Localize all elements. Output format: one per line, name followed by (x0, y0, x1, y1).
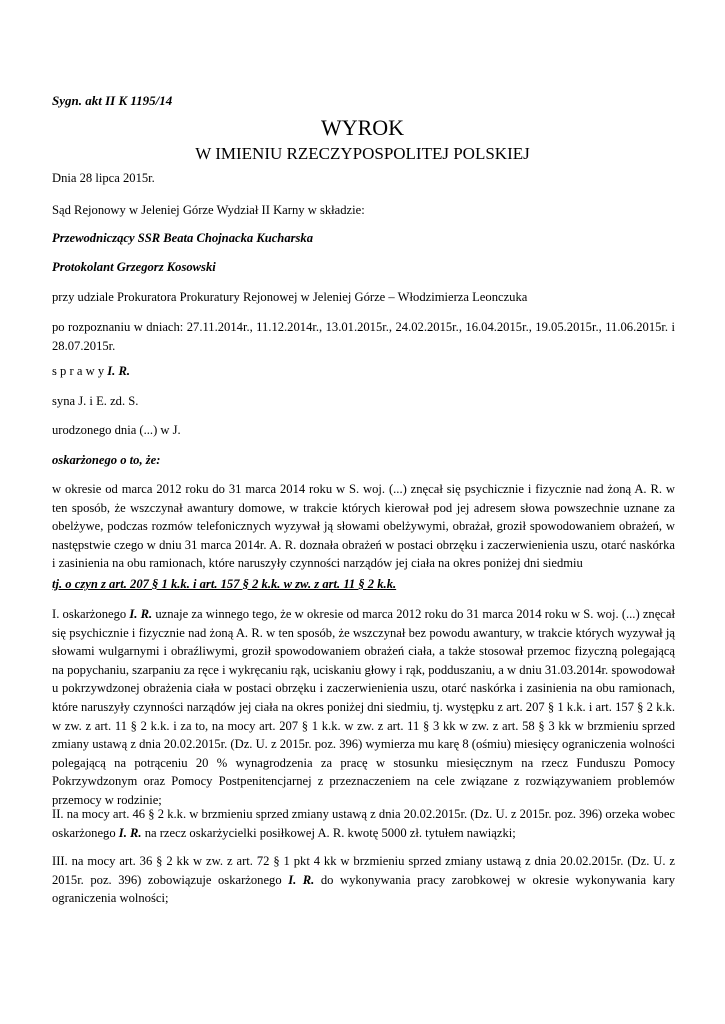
case-label: s p r a w y (52, 364, 108, 378)
verdict-point-3: III. na mocy art. 36 § 2 kk w zw. z art. 72 § 1 pkt 4 kk w brzmieniu sprzed zmiany ustawą z dnia 20.02.2015r. (Dz. U. z 2015r. poz. 396) zobowiązuje oskarżonego I. R. do wykonywania pracy zarobkowej w okresie wykonywania kary ograniczenia wolności; (52, 854, 676, 906)
defendant-birth: urodzonego dnia (...) w J. (52, 423, 181, 437)
judgment-date: Dnia 28 lipca 2015r. (52, 171, 155, 185)
case-of-line (52, 362, 675, 381)
document-subtitle: W IMIENIU RZECZYPOSPOLITEJ POLSKIEJ (195, 144, 530, 163)
defendant-name: I. R. (118, 825, 142, 840)
document-title: WYROK (320, 115, 405, 140)
defendant-name: I. R. (129, 607, 153, 621)
defendant-name: I. R. (288, 872, 315, 887)
defendant-parents: syna J. i E. zd. S. (52, 394, 139, 408)
verdict-point-1: I. oskarżonego I. R. uznaje za winnego tego, że w okresie od marca 2012 roku do 31 marca 2014 roku w S. woj. (...) znęcał się psychicznie i fizycznie nad żoną A. R. w ten sposób, że wszczynał bez powodu awantury, w trakcie których wyzywał ją słowami wulgarnymi i obraźliwymi, groził spowodowaniem obrażeń ciała, a także stosował przemoc fizyczną polegającą na popychaniu, szarpaniu za ręce i wykręcaniu rąk, uciskaniu głowy i rąk, podduszaniu, a w dniu 31.03.2014r. spowodował u pokrzywdzonej obrażenia ciała w postaci obrzęku i zaczerwienienia uszu, otarć naskórka i zasinienia na obu ramionach, które naruszyły czynności narządów jej ciała na okres poniżej dni siedmiu, tj. występku z art. 207 § 1 k.k. i art. 157 § 2 k.k. w zw. z art. 11 § 2 k.k. i za to, na mocy art. 207 § 1 k.k. w zw. z art. 11 § 3 kk w zw. z art. 58 § 3 kk w brzmieniu sprzed zmiany ustawą z dnia 20.02.2015r. (Dz. U. z 2015r. poz. 396) wymierza mu karę 8 (ośmiu) miesięcy ograniczenia wolności polegającą na potrąceniu 20 % wynagrodzenia za pracę w stosunku miesięcznym na rzecz Funduszu Pomocy Pokrzywdzonym oraz Pomocy Postpenitencjarnej z przeznaczeniem na cele związane z rozwiązywaniem problemów przemocy w rodzinie; (52, 607, 675, 807)
court-composition: Sąd Rejonowy w Jeleniej Górze Wydział II Karny w składzie: (52, 203, 365, 217)
charge-description: w okresie od marca 2012 roku do 31 marca 2014 roku w S. woj. (...) znęcał się psychicznie i fizycznie nad żoną A. R. w ten sposób, że wszczynał awantury domowe, w trakcie których kierował pod jej adresem słowa powszechnie uznane za obelżywe, podczas rozmów telefonicznych wyzywał ją słowami obelżywymi, obrażał, groził spowodowaniem obrażeń, w następstwie czego w dniu 31 marca 2014r. A. R. doznała obrażeń w postaci obrzęku i zaczerwienienia uszu, otarć naskórka i zasinienia na obu ramionach, które naruszyły czynności narządów jej ciała na okres poniżej dni siedmiu (52, 482, 675, 571)
court-clerk: Protokolant Grzegorz Kosowski (52, 260, 216, 274)
presiding-judge: Przewodniczący SSR Beata Chojnacka Kucharska (52, 231, 314, 245)
prosecutor-line: przy udziale Prokuratora Prokuratury Rejonowej w Jeleniej Górze – Włodzimierza Leonczuka (52, 290, 528, 304)
verdict-point-2: II. na mocy art. 46 § 2 k.k. w brzmieniu sprzed zmiany ustawą z dnia 20.02.2015r. (Dz. U. z 2015r. poz. 396) orzeka wobec oskarżonego I. R. na rzecz oskarżycielki posiłkowej A. R. kwotę 5000 zł. tytułem nawiązki; (52, 807, 675, 840)
hearing-dates: po rozpoznaniu w dniach: 27.11.2014r., 11.12.2014r., 13.01.2015r., 24.02.2015r., 16.04.2015r., 19.05.2015r., 11.06.2015r. i 28.07.2015r. (52, 320, 675, 353)
case-signature: Sygn. akt II K 1195/14 (52, 93, 173, 108)
defendant-name: I. R. (107, 364, 131, 378)
charge-articles: tj. o czyn z art. 207 § 1 k.k. i art. 157 § 2 k.k. w zw. z art. 11 § 2 k.k. (52, 577, 397, 591)
accusation-header: oskarżonego o to, że: (52, 453, 161, 467)
